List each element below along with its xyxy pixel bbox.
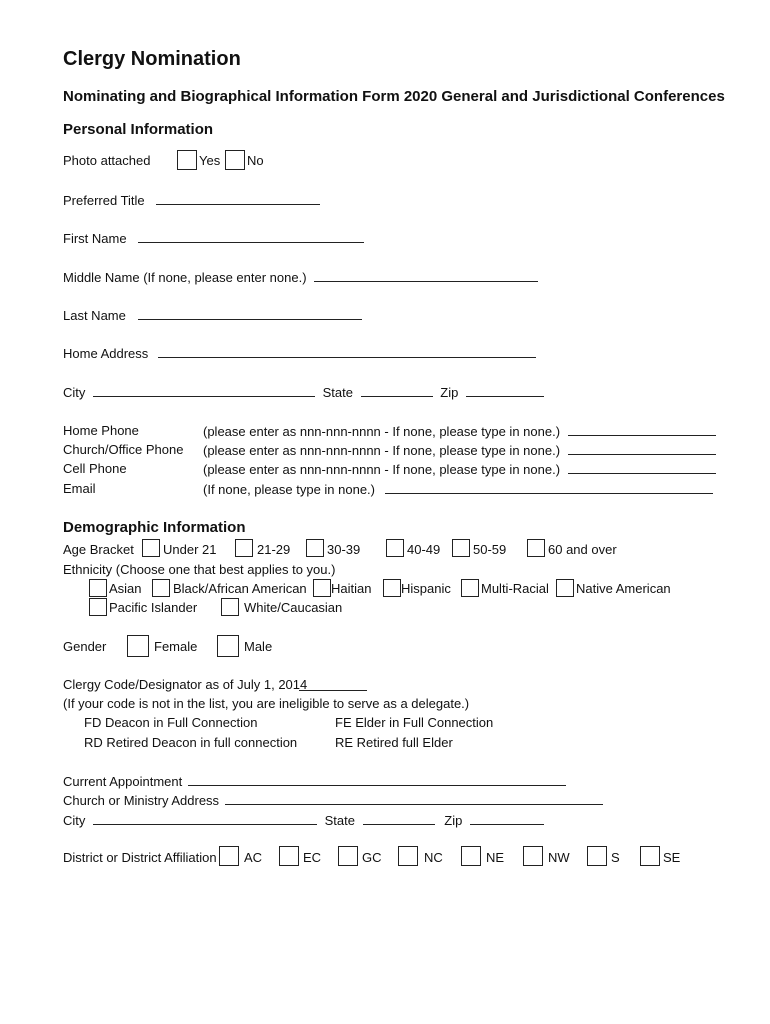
appt-state-label: State (324, 813, 355, 828)
email-label: Email (63, 481, 96, 496)
ethnicity-multiracial-checkbox[interactable] (461, 579, 479, 597)
preferred-title-label: Preferred Title (63, 193, 145, 208)
age-under21-label: Under 21 (163, 542, 217, 557)
photo-no-checkbox[interactable] (225, 150, 245, 170)
first-name-label: First Name (63, 231, 127, 246)
district-ec-label: EC (303, 850, 322, 865)
church-phone-field[interactable] (568, 442, 716, 455)
age-label: Age Bracket (63, 542, 134, 557)
state-field[interactable] (361, 384, 433, 397)
district-se-checkbox[interactable] (640, 846, 660, 866)
photo-no-label: No (247, 153, 264, 168)
district-se-label: SE (663, 850, 681, 865)
church-phone-row (203, 442, 716, 458)
appt-city-row (63, 812, 544, 828)
ethnicity-pacific-checkbox[interactable] (89, 598, 107, 616)
middle-name-row (63, 269, 538, 285)
age-21-29-checkbox[interactable] (235, 539, 253, 557)
last-name-label: Last Name (63, 308, 126, 323)
personal-heading: Personal Information (63, 121, 214, 138)
appt-city-field[interactable] (93, 812, 317, 825)
appt-zip-label: Zip (444, 813, 463, 828)
cell-phone-row (203, 461, 716, 477)
preferred-title-field[interactable] (156, 192, 320, 205)
appt-state-field[interactable] (363, 812, 435, 825)
email-field[interactable] (385, 481, 713, 494)
church-phone-hint: (please enter as nnn-nnn-nnnn - If none, please type in none.) (203, 443, 561, 458)
age-40-49-checkbox[interactable] (386, 539, 404, 557)
gender-male-checkbox[interactable] (217, 635, 239, 657)
form-subtitle: Nominating and Biographical Information Form 2020 General and Jurisdictional Conferences (63, 88, 725, 105)
gender-male-label: Male (244, 639, 273, 654)
ethnicity-hispanic-checkbox[interactable] (383, 579, 401, 597)
age-60-over-checkbox[interactable] (527, 539, 545, 557)
appt-city-label: City (63, 813, 86, 828)
district-nc-label: NC (424, 850, 443, 865)
photo-yes-label: Yes (199, 153, 221, 168)
page-title: Clergy Nomination (63, 48, 241, 70)
code-re: RE Retired full Elder (335, 735, 453, 750)
zip-label: Zip (440, 385, 459, 400)
city-label: City (63, 385, 86, 400)
ethnicity-black-label: Black/African American (173, 581, 307, 596)
ethnicity-asian-label: Asian (109, 581, 142, 596)
ethnicity-native-checkbox[interactable] (556, 579, 574, 597)
age-50-59-label: 50-59 (473, 542, 507, 557)
photo-yes-checkbox[interactable] (177, 150, 197, 170)
zip-field[interactable] (466, 384, 544, 397)
current-appointment-row (63, 773, 566, 789)
email-row (203, 481, 713, 497)
first-name-field[interactable] (138, 230, 364, 243)
district-gc-label: GC (362, 850, 382, 865)
ethnicity-label: Ethnicity (Choose one that best applies to you.) (63, 562, 336, 577)
code-rd: RD Retired Deacon in full connection (84, 735, 298, 750)
cell-phone-field[interactable] (568, 461, 716, 474)
cell-phone-hint: (please enter as nnn-nnn-nnnn - If none, please type in none.) (203, 462, 561, 477)
ministry-address-field[interactable] (225, 792, 603, 805)
age-30-39-checkbox[interactable] (306, 539, 324, 557)
church-phone-label: Church/Office Phone (63, 442, 184, 457)
district-s-label: S (611, 850, 620, 865)
district-nw-checkbox[interactable] (523, 846, 543, 866)
gender-label: Gender (63, 639, 107, 654)
ethnicity-white-label: White/Caucasian (244, 600, 343, 615)
email-hint: (If none, please type in none.) (203, 482, 376, 497)
home-phone-row (203, 423, 716, 439)
clergy-code-label: Clergy Code/Designator as of July 1, 2014 (63, 677, 308, 692)
district-ac-checkbox[interactable] (219, 846, 239, 866)
age-60-over-label: 60 and over (548, 542, 617, 557)
clergy-code-note: (If your code is not in the list, you are ineligible to serve as a delegate.) (63, 696, 470, 711)
district-ac-label: AC (244, 850, 263, 865)
ministry-address-label: Church or Ministry Address (63, 793, 220, 808)
district-ec-checkbox[interactable] (279, 846, 299, 866)
age-40-49-label: 40-49 (407, 542, 441, 557)
age-30-39-label: 30-39 (327, 542, 361, 557)
home-address-field[interactable] (158, 345, 536, 358)
clergy-code-select[interactable] (299, 679, 367, 691)
home-phone-field[interactable] (568, 423, 716, 436)
age-21-29-label: 21-29 (257, 542, 291, 557)
district-ne-label: NE (486, 850, 505, 865)
current-appointment-field[interactable] (188, 773, 566, 786)
home-phone-hint: (please enter as nnn-nnn-nnnn - If none, please type in none.) (203, 424, 561, 439)
first-name-row (63, 230, 364, 246)
middle-name-field[interactable] (314, 269, 538, 282)
last-name-row (63, 307, 362, 323)
district-nw-label: NW (548, 850, 570, 865)
photo-label: Photo attached (63, 153, 151, 168)
age-under21-checkbox[interactable] (142, 539, 160, 557)
cell-phone-label: Cell Phone (63, 461, 127, 476)
ethnicity-white-checkbox[interactable] (221, 598, 239, 616)
age-50-59-checkbox[interactable] (452, 539, 470, 557)
district-s-checkbox[interactable] (587, 846, 607, 866)
ethnicity-hispanic-label: Hispanic (401, 581, 451, 596)
current-appointment-label: Current Appointment (63, 774, 183, 789)
preferred-title-row (63, 192, 320, 208)
code-fe: FE Elder in Full Connection (335, 715, 494, 730)
gender-female-checkbox[interactable] (127, 635, 149, 657)
appt-zip-field[interactable] (470, 812, 544, 825)
ethnicity-asian-checkbox[interactable] (89, 579, 107, 597)
gender-female-label: Female (154, 639, 198, 654)
district-nc-checkbox[interactable] (398, 846, 418, 866)
demographic-heading: Demographic Information (63, 519, 246, 536)
middle-name-label: Middle Name (If none, please enter none.) (63, 270, 307, 285)
code-fd: FD Deacon in Full Connection (84, 715, 258, 730)
ethnicity-haitian-label: Haitian (331, 581, 372, 596)
state-label: State (322, 385, 353, 400)
ethnicity-multiracial-label: Multi-Racial (481, 581, 549, 596)
ethnicity-haitian-checkbox[interactable] (313, 579, 331, 597)
ethnicity-native-label: Native American (576, 581, 671, 596)
home-address-row (63, 345, 536, 361)
last-name-field[interactable] (138, 307, 362, 320)
district-label: District or District Affiliation (63, 850, 217, 865)
ethnicity-pacific-label: Pacific Islander (109, 600, 198, 615)
district-ne-checkbox[interactable] (461, 846, 481, 866)
ministry-address-row (63, 792, 603, 808)
home-address-label: Home Address (63, 346, 149, 361)
city-field[interactable] (93, 384, 315, 397)
home-phone-label: Home Phone (63, 423, 139, 438)
ethnicity-black-checkbox[interactable] (152, 579, 170, 597)
city-state-zip-row (63, 384, 544, 400)
district-gc-checkbox[interactable] (338, 846, 358, 866)
